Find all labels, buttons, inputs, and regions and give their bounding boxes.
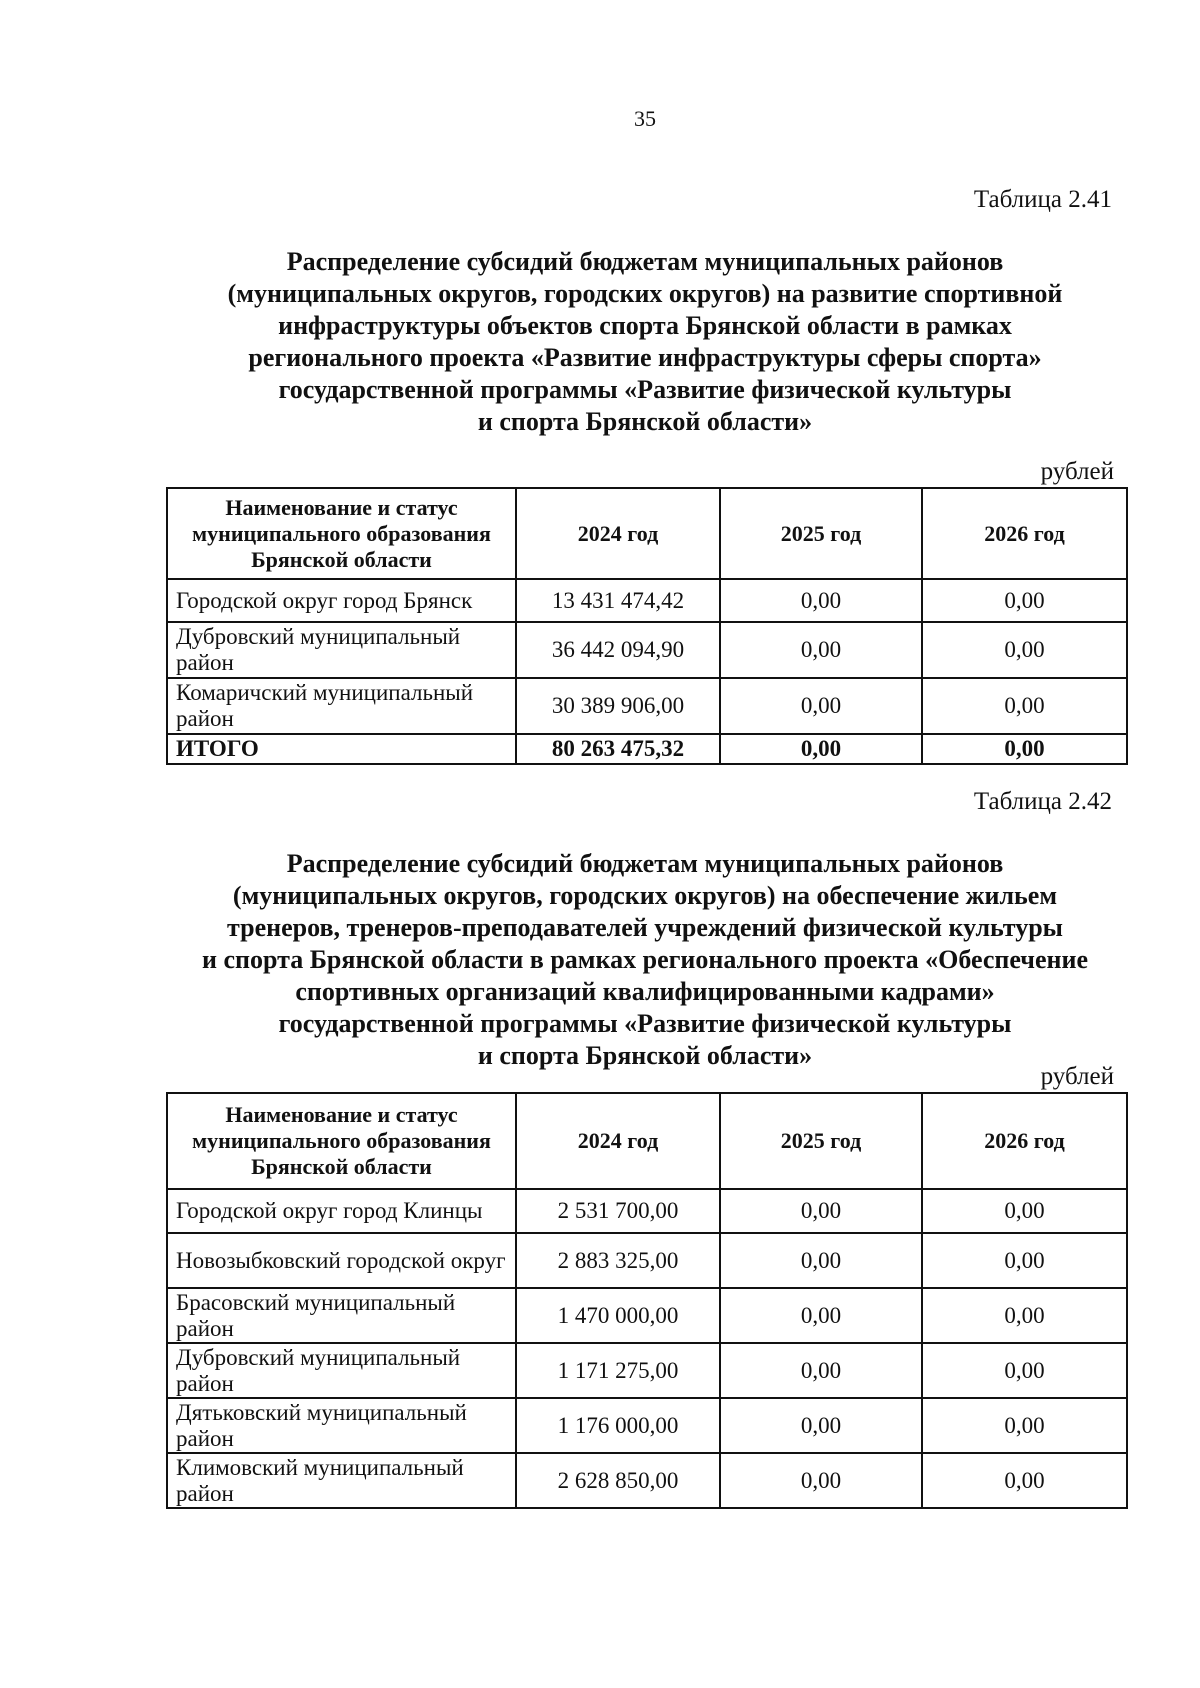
header-row [167,1093,1127,1189]
value-2024: 1 171 275,00 [516,1343,720,1398]
district-name: Городской округ город Брянск [167,579,516,622]
title-line: спортивных организаций квалифицированными кадрами» [295,977,995,1006]
district-name: Комаричский муниципальный район [167,678,516,734]
district-name: Дубровский муниципальный район [167,622,516,678]
value-2025: 0,00 [720,1398,922,1453]
title-line: (муниципальных округов, городских округов) на развитие спортивной [227,279,1063,308]
value-2026: 0,00 [922,1398,1127,1453]
value-2026: 0,00 [922,622,1127,678]
value-2025: 0,00 [720,579,922,622]
title-line: регионального проекта «Развитие инфраструктуры сферы спорта» [248,343,1042,372]
district-name: Городской округ город Клинцы [167,1189,516,1233]
header-cell: 2025 год [720,1093,922,1189]
header-cell: 2024 год [516,1093,720,1189]
value-2025: 0,00 [720,622,922,678]
title-line: и спорта Брянской области» [477,407,813,436]
unit-label: рублей [1040,1063,1114,1090]
value-2026: 0,00 [922,579,1127,622]
header-cell: Наименование и статус муниципального образования Брянской области [167,488,516,579]
title-line: (муниципальных округов, городских округов) на обеспечение жильем [232,881,1058,910]
page-number: 35 [634,106,656,131]
value-2026: 0,00 [922,1233,1127,1288]
header-cell: Наименование и статус муниципального образования Брянской области [167,1093,516,1189]
table-row [167,1453,1127,1508]
value-2026: 0,00 [922,1453,1127,1508]
table-title [150,848,1140,1072]
title-line: тренеров, тренеров-преподавателей учреждений физической культуры [227,913,1063,942]
value-2024: 1 176 000,00 [516,1398,720,1453]
table-row [167,1398,1127,1453]
title-line: государственной программы «Развитие физической культуры [278,1009,1012,1038]
total-2024: 80 263 475,32 [516,734,720,764]
district-name: Климовский муниципальный район [167,1453,516,1508]
value-2025: 0,00 [720,1233,922,1288]
total-2025: 0,00 [720,734,922,764]
table-title [150,246,1140,438]
title-line: государственной программы «Развитие физической культуры [278,375,1012,404]
value-2026: 0,00 [922,1288,1127,1343]
value-2024: 2 628 850,00 [516,1453,720,1508]
total-row [167,734,1127,764]
value-2025: 0,00 [720,1288,922,1343]
value-2024: 13 431 474,42 [516,579,720,622]
total-2026: 0,00 [922,734,1127,764]
header-cell: 2026 год [922,1093,1127,1189]
value-2024: 30 389 906,00 [516,678,720,734]
value-2025: 0,00 [720,1453,922,1508]
value-2025: 0,00 [720,678,922,734]
title-line: Распределение субсидий бюджетам муниципальных районов [286,849,1004,878]
header-row [167,488,1127,579]
table-row [167,1343,1127,1398]
header-cell: 2025 год [720,488,922,579]
header-cell: 2024 год [516,488,720,579]
value-2024: 36 442 094,90 [516,622,720,678]
header-cell: 2026 год [922,488,1127,579]
value-2025: 0,00 [720,1343,922,1398]
value-2026: 0,00 [922,1343,1127,1398]
table-row [167,622,1127,678]
district-name: Брасовский муниципальный район [167,1288,516,1343]
district-name: Дубровский муниципальный район [167,1343,516,1398]
table-label: Таблица 2.42 [973,788,1112,815]
value-2026: 0,00 [922,1189,1127,1233]
title-line: инфраструктуры объектов спорта Брянской области в рамках [278,311,1012,340]
title-line: и спорта Брянской области» [477,1041,813,1070]
table-row [167,678,1127,734]
table-row [167,1189,1127,1233]
title-line: Распределение субсидий бюджетам муниципальных районов [286,247,1004,276]
unit-label: рублей [1040,458,1114,485]
subsidy-table-2-42 [166,1092,1128,1509]
subsidy-table-2-41 [166,487,1128,765]
table-row [167,1288,1127,1343]
value-2024: 2 531 700,00 [516,1189,720,1233]
district-name: Дятьковский муниципальный район [167,1398,516,1453]
table-label: Таблица 2.41 [973,186,1112,213]
value-2024: 1 470 000,00 [516,1288,720,1343]
district-name: Новозыбковский городской округ [167,1233,516,1288]
table-row [167,579,1127,622]
total-label: ИТОГО [167,734,516,764]
table-row [167,1233,1127,1288]
value-2025: 0,00 [720,1189,922,1233]
value-2026: 0,00 [922,678,1127,734]
title-line: и спорта Брянской области в рамках регионального проекта «Обеспечение [202,945,1088,974]
value-2024: 2 883 325,00 [516,1233,720,1288]
